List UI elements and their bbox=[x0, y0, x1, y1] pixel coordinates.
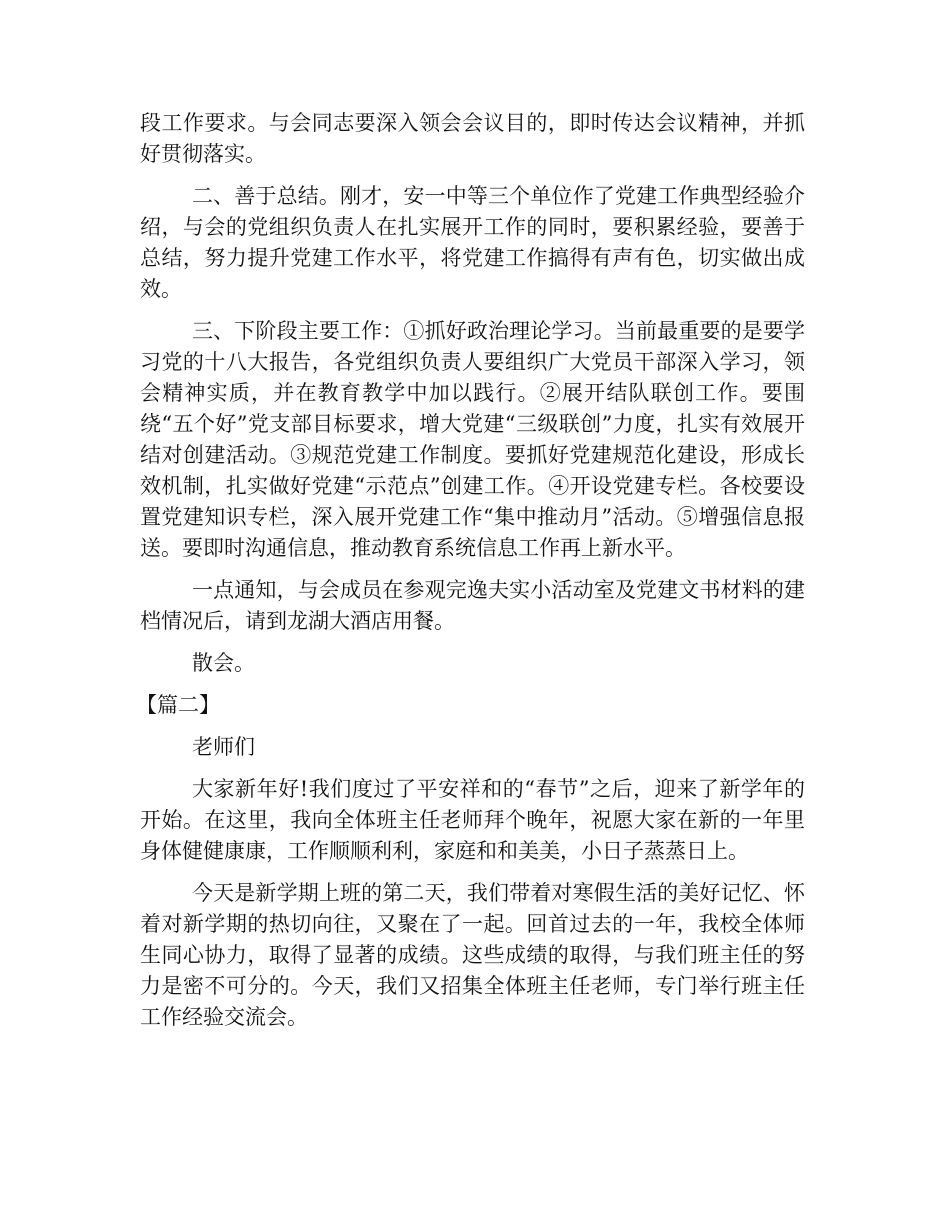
paragraph-new-year-greeting: 大家新年好!我们度过了平安祥和的“春节”之后，迎来了新学年的开始。在这里，我向全体班主任老师拜个晚年，祝愿大家在新的一年里身体健健康康，工作顺顺利利，家庭和和美美，小日子蒸蒸日上。 bbox=[140, 777, 805, 863]
paragraph-adjourn: 散会。 bbox=[192, 651, 255, 675]
paragraph-next-stage-work: 三、下阶段主要工作：①抓好政治理论学习。当前最重要的是要学习党的十八大报告，各党组织负责人要组织广大党员干部深入学习，领会精神实质，并在教育教学中加以践行。②展开结队联创工作。要围绕“五个好”党支部目标要求，增大党建“三级联创”力度，扎实有效展开结对创建活动。③规范党建工作制度。要抓好党建规范化建设，形成长效机制，扎实做好党建“示范点”创建工作。④开设党建专栏。各校要设置党建知识专栏，深入展开党建工作“集中推动月”活动。⑤增强信息报送。要即时沟通信息，推动教育系统信息工作再上新水平。 bbox=[140, 319, 805, 560]
paragraph-notice: 一点通知，与会成员在参观完逸夫实小活动室及党建文书材料的建档情况后，请到龙湖大酒店用餐。 bbox=[140, 578, 805, 633]
document-body bbox=[136, 108, 805, 1044]
section-heading: 【篇二】 bbox=[136, 693, 220, 717]
paragraph-summary: 二、善于总结。刚才，安一中等三个单位作了党建工作典型经验介绍，与会的党组织负责人在扎实展开工作的同时，要积累经验，要善于总结，努力提升党建工作水平，将党建工作搞得有声有色，切实做出成效。 bbox=[140, 184, 805, 301]
paragraph-meeting-intro: 今天是新学期上班的第二天，我们带着对寒假生活的美好记忆、怀着对新学期的热切向往，又聚在了一起。回首过去的一年，我校全体师生同心协力，取得了显著的成绩。这些成绩的取得，与我们班主任的努力是密不可分的。今天，我们又招集全体班主任老师，专门举行班主任工作经验交流会。 bbox=[140, 881, 805, 1029]
paragraph-continued: 段工作要求。与会同志要深入领会会议目的，即时传达会议精神，并抓好贯彻落实。 bbox=[140, 111, 805, 166]
paragraph-salutation: 老师们 bbox=[192, 735, 255, 759]
